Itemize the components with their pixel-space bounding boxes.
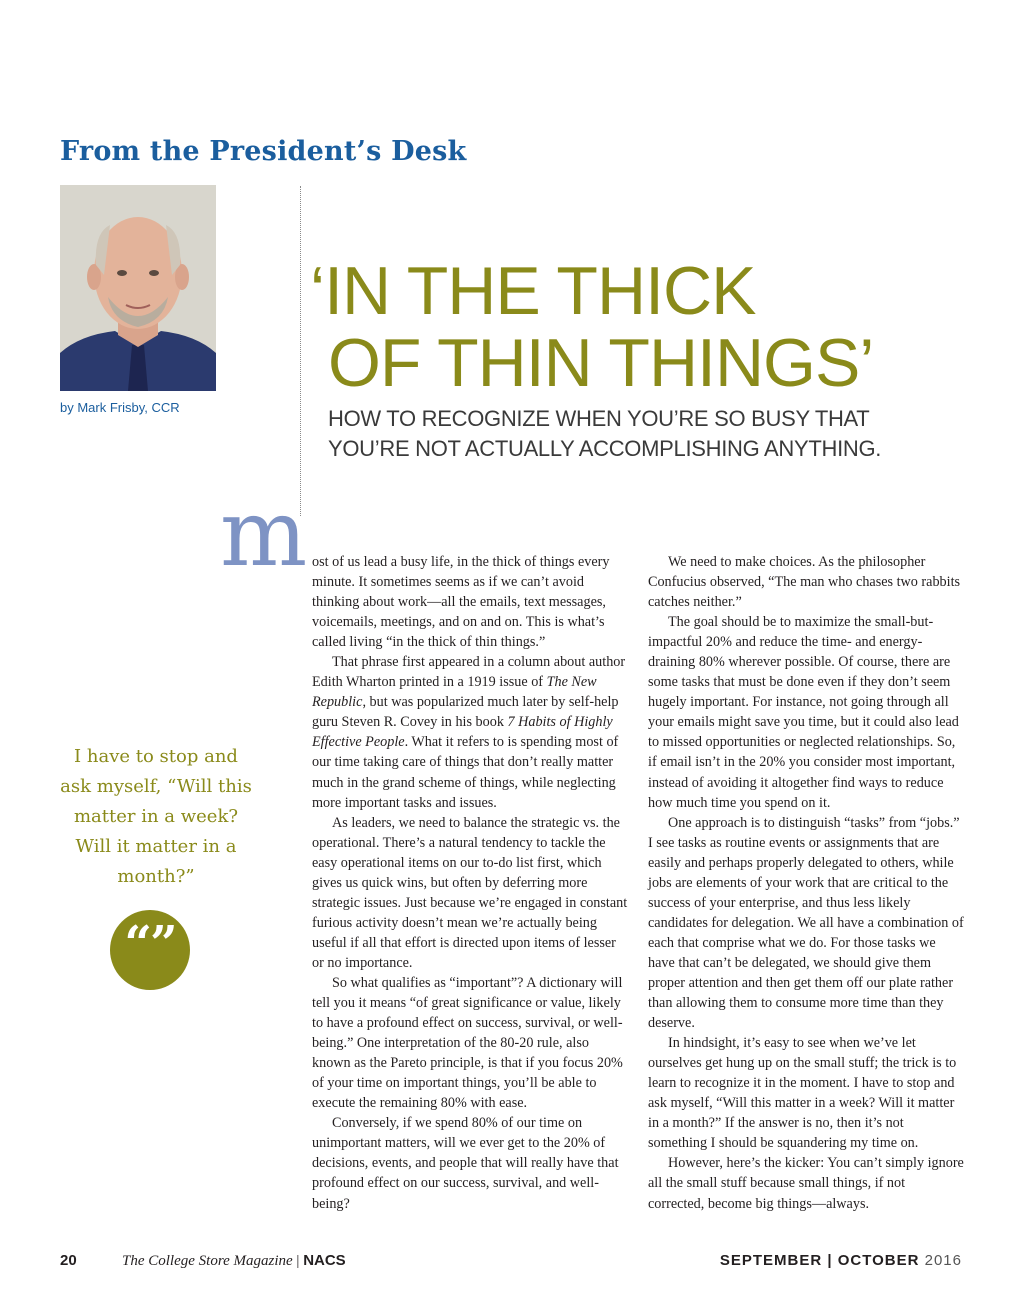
article-headline (310, 255, 873, 399)
paragraph: In hindsight, it’s easy to see when we’ve let ourselves get hung up on the small stuff; the trick is to learn to recognize it in the moment. I have to stop and ask myself, “Will this matter in a week? Will it matter in a month?” If the answer is no, then it’s not something I should be squandering my time on. (648, 1035, 957, 1152)
body-column-1 (312, 552, 630, 1214)
publication-title: The New Republic (312, 674, 597, 711)
author-photo (60, 185, 216, 391)
headline-line-1: ‘IN THE THICK (310, 253, 756, 329)
paragraph: As leaders, we need to balance the strategic vs. the operational. There’s a natural tendency to tackle the easy operational items on our to-do list first, which gives us quick wins, but often by deferring more strategic issues. Just because we’re engaged in constant furious activity doesn’t mean we’re actually being useful if all that effort is directed upon items of lesser or no importance. (312, 814, 628, 971)
headline-line-2: OF THIN THINGS’ (328, 325, 874, 401)
paragraph: One approach is to distinguish “tasks” from “jobs.” I see tasks as routine events or assignments that are easily and perhaps properly delegated to others, while jobs are elements of your work that are critical to the success of your enterprise, and thus less likely candidates for delegation. We all have a combination of each that comprise what we do. For those tasks we have that can’t be delegated, we should give them proper attention and then get them off our plate rather than allowing them to consume more time than they deserve. (648, 814, 964, 1032)
page-number: 20 (60, 1252, 77, 1269)
drop-cap: m (220, 480, 308, 587)
section-title: From the President’s Desk (60, 136, 467, 167)
divider-rule (300, 186, 301, 516)
paragraph: Conversely, if we spend 80% of our time on unimportant matters, will we ever get to the 20% of decisions, events, and people that will really have that profound effect on our success, survival, and well-being? (312, 1115, 619, 1212)
issue-date: SEPTEMBER | OCTOBER 2016 (719, 1252, 962, 1269)
book-title: 7 Habits of Highly Effective People (312, 714, 613, 751)
magazine-org: NACS (303, 1252, 346, 1269)
pull-quote: I have to stop and ask myself, “Will this matter in a week? Will it matter in a month?” (60, 746, 252, 887)
paragraph: So what qualifies as “important”? A dictionary will tell you it means “of great significance or value, likely to have a profound effect on success, survival, or well-being.” One interpretation of the 80-20 rule, also known as the Pareto principle, is that if you focus 20% of your time on important things, you’ll be able to execute the remaining 80% with ease. (312, 974, 623, 1112)
paragraph: ost of us lead a busy life, in the thick of things every minute. It sometimes seems as if we can’t avoid thinking about work—all the emails, text messages, voicemails, meetings, and on and on. This is what’s called living “in the thick of thin things.” (312, 554, 610, 651)
paragraph: We need to make choices. As the philosopher Confucius observed, “The man who chases two rabbits catches neither.” (648, 554, 961, 611)
paragraph: That phrase first appeared in a column about author Edith Wharton printed in a 1919 issue of The New Republic, but was popularized much later by self-help guru Steven R. Covey in his book 7 Habits of Highly Effective People. What it refers to is spending most of our time taking care of things that don’t really matter much in the grand scheme of things, while neglecting more important tasks and issues. (312, 654, 626, 811)
article-subhead: HOW TO RECOGNIZE WHEN YOU’RE SO BUSY THAT YOU’RE NOT ACTUALLY ACCOMPLISHING ANYTHING. (328, 406, 882, 461)
body-column-2 (648, 552, 964, 1214)
paragraph: The goal should be to maximize the small-but-impactful 20% and reduce the time- and energy-draining 80% wherever possible. Of course, there are some tasks that must be done even if they don’t seem hugely important. For instance, not going through all your emails might save you time, but it could also lead to missed opportunities or neglected relationships. So, if email isn’t in the 20% you consider most important, instead of avoiding it altogether find ways to reduce how much time you spend on it. (648, 614, 959, 811)
author-byline: by Mark Frisby, CCR (60, 400, 180, 415)
paragraph: However, here’s the kicker: You can’t simply ignore all the small stuff because small things, if not corrected, become big things—always. (648, 1155, 964, 1212)
magazine-credit: The College Store Magazine | NACS (122, 1252, 346, 1269)
quote-marks-icon: “” (110, 910, 190, 990)
magazine-title: The College Store Magazine (122, 1253, 293, 1269)
